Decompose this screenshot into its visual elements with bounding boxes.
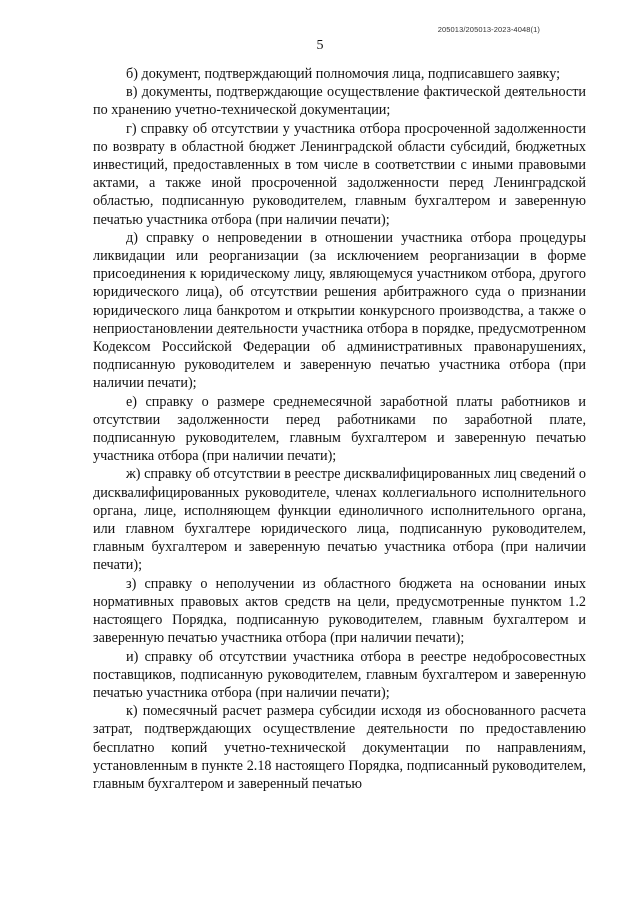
paragraph-item-d: д) справку о непроведении в отношении участника отбора процедуры ликвидации или реорганизации (за исключением реорганизации в форме присоединения к юридическому лицу, являющемуся участником отбора, другого юридического лица), об отсутствии решения арбитражного суда о признании юридического лица банкротом и открытии конкурсного производства, а также о неприостановлении деятельности участника отбора в порядке, предусмотренном Кодексом Российской Федерации об административных правонарушениях, подписанную руководителем и заверенную печатью участника отбора (при наличии печати);	[93, 229, 586, 392]
paragraph-item-i: и) справку об отсутствии участника отбора в реестре недобросовестных поставщиков, подписанную руководителем, главным бухгалтером и заверенную печатью участника отбора (при наличии печати);	[93, 648, 586, 701]
paragraph-item-b: б) документ, подтверждающий полномочия лица, подписавшего заявку;	[126, 66, 561, 82]
document-body	[93, 65, 586, 793]
paragraph-item-z: з) справку о неполучении из областного бюджета на основании иных нормативных правовых актов средств на цели, предусмотренные пунктом 1.2 настоящего Порядка, подписанную руководителем, главным бухгалтером и заверенную печатью участника отбора (при наличии печати);	[93, 575, 586, 647]
paragraph-item-g: г) справку об отсутствии у участника отбора просроченной задолженности по возврату в областной бюджет Ленинградской области субсидий, бюджетных инвестиций, предоставленных в том числе в соответствии с иными правовыми актами, а также иной просроченной задолженности перед Ленинградской областью, подписанную руководителем, главным бухгалтером и заверенную печатью участника отбора (при наличии печати);	[93, 120, 586, 228]
paragraph-item-e: е) справку о размере среднемесячной заработной платы работников и отсутствии задолженности перед работниками по заработной плате, подписанную руководителем, главным бухгалтером и заверенную печатью участника отбора (при наличии печати);	[93, 393, 586, 465]
paragraph-item-zh: ж) справку об отсутствии в реестре дисквалифицированных лиц сведений о дисквалифицированных руководителе, членах коллегиального исполнительного органа, лице, исполняющем функции единоличного исполнительного органа, или главном бухгалтере юридического лица, подписанную руководителем, главным бухгалтером и заверенную печатью участника отбора (при наличии печати);	[93, 466, 586, 574]
paragraph-item-k: к) помесячный расчет размера субсидии исходя из обоснованного расчета затрат, подтверждающих осуществление деятельности по предоставлению бесплатно копий учетно-технической документации по направлениям, установленным в пункте 2.18 настоящего Порядка, подписанный руководителем, главным бухгалтером и заверенный печатью	[93, 703, 586, 792]
paragraph-item-v: в) документы, подтверждающие осуществление фактической деятельности по хранению учетно-технической документации;	[93, 84, 586, 119]
page-number: 5	[316, 38, 324, 53]
document-id: 205013/205013-2023-4048(1)	[437, 25, 540, 34]
